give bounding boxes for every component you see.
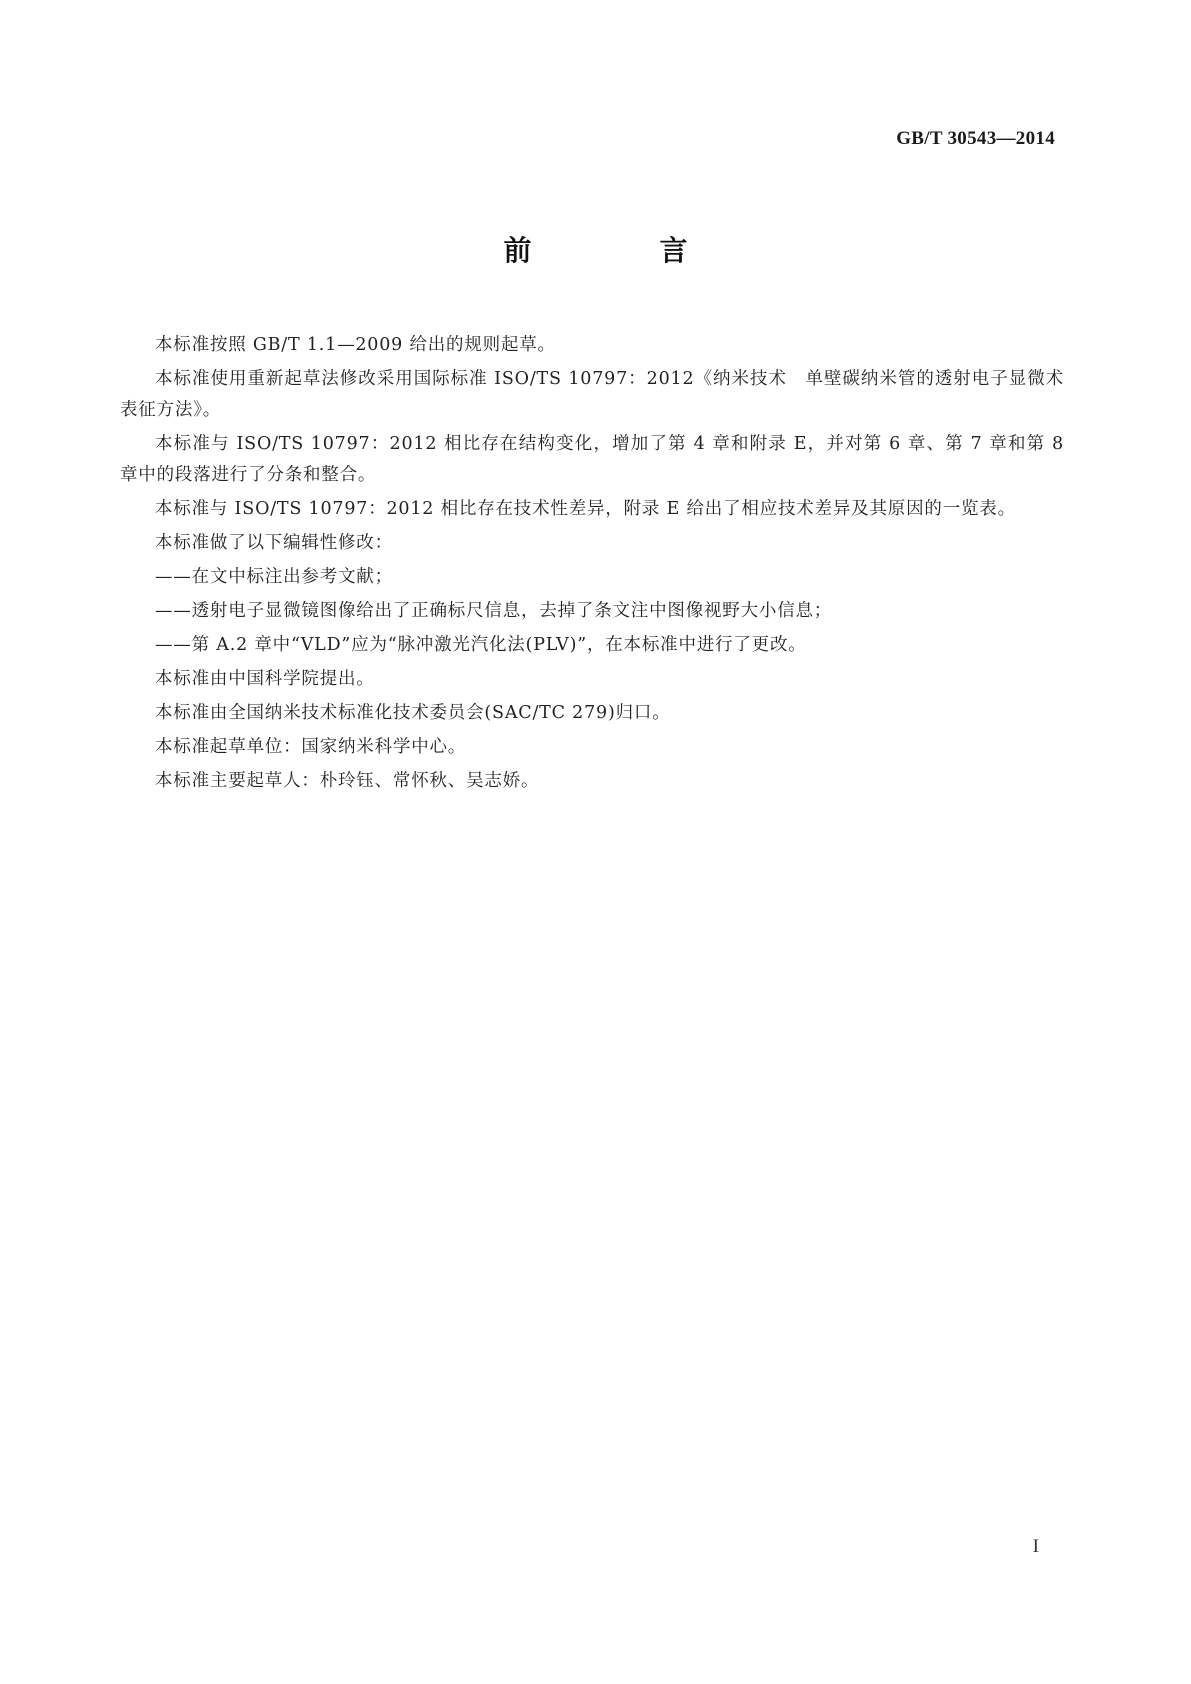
paragraph: 本标准做了以下编辑性修改：	[155, 533, 393, 553]
paragraph: 本标准由全国纳米技术标准化技术委员会(SAC/TC 279)归口。	[155, 703, 671, 723]
page-number: I	[1032, 1536, 1039, 1557]
paragraph: 本标准按照 GB/T 1.1—2009 给出的规则起草。	[155, 335, 556, 355]
paragraph: 本标准使用重新起草法修改采用国际标准 ISO/TS 10797：2012《纳米技术 单壁碳纳米管的透射电子显微术表征方法》。	[120, 369, 1064, 420]
list-item: ——透射电子显微镜图像给出了正确标尺信息，去掉了条文注中图像视野大小信息；	[155, 601, 833, 621]
foreword-body	[120, 330, 1064, 800]
standard-code: GB/T 30543—2014	[896, 128, 1055, 149]
list-item: ——第 A.2 章中“VLD”应为“脉冲激光汽化法(PLV)”，在本标准中进行了更改。	[155, 635, 807, 655]
list-item: ——在文中标注出参考文献；	[155, 567, 393, 587]
page-title: 前 言	[503, 234, 738, 267]
paragraph: 本标准主要起草人：朴玲钰、常怀秋、吴志娇。	[155, 771, 540, 791]
paragraph: 本标准与 ISO/TS 10797：2012 相比存在结构变化，增加了第 4 章和附录 E，并对第 6 章、第 7 章和第 8 章中的段落进行了分条和整合。	[120, 434, 1064, 485]
paragraph: 本标准起草单位：国家纳米科学中心。	[155, 737, 467, 757]
paragraph: 本标准由中国科学院提出。	[155, 669, 375, 689]
paragraph: 本标准与 ISO/TS 10797：2012 相比存在技术性差异，附录 E 给出了相应技术差异及其原因的一览表。	[155, 499, 1016, 519]
